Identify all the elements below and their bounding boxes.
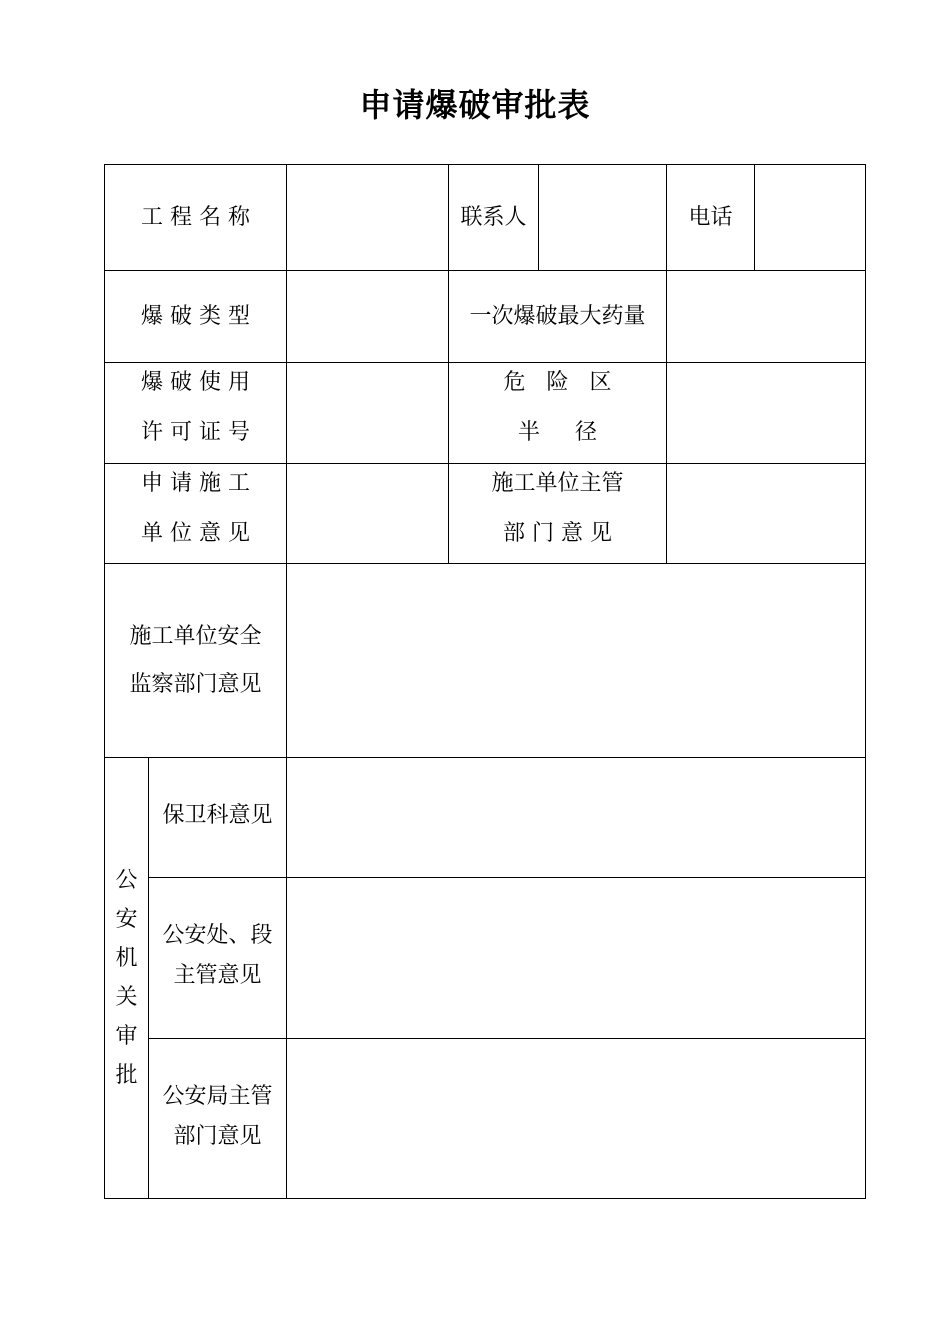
danger-radius-field[interactable] xyxy=(667,363,865,463)
radius-label-line1: 危 险 区 xyxy=(503,370,612,395)
danger-radius-label xyxy=(449,358,666,458)
blast-type-label xyxy=(105,271,286,362)
table-border-bottom xyxy=(104,1198,866,1199)
phone-label xyxy=(667,165,754,270)
table-border-right xyxy=(865,164,866,1199)
contact-label xyxy=(449,165,538,270)
public-security-opinion-label xyxy=(149,1039,286,1194)
dept-label-line1: 施工单位主管 xyxy=(491,471,624,496)
group-char: 审 xyxy=(115,1023,138,1049)
security-section-label-text: 保卫科意见 xyxy=(162,802,273,828)
applicant-opinion-field[interactable] xyxy=(287,464,448,563)
police-approval-group-label xyxy=(105,758,148,1198)
public-security-label-line1: 公安局主管 xyxy=(162,1083,273,1109)
blast-type-field[interactable] xyxy=(287,271,448,362)
project-name-label xyxy=(105,165,286,270)
safety-opinion-field[interactable] xyxy=(287,564,865,757)
permit-number-label xyxy=(105,358,286,458)
page-title: 申请爆破审批表 xyxy=(359,86,591,124)
group-char: 批 xyxy=(115,1062,138,1088)
permit-label-line1: 爆 破 使 用 xyxy=(141,370,250,395)
security-section-field[interactable] xyxy=(287,758,865,877)
radius-label-line2: 半 径 xyxy=(518,420,597,445)
bureau-office-label-line1: 公安处、段 xyxy=(162,922,273,948)
phone-field[interactable] xyxy=(755,165,865,270)
applicant-opinion-label xyxy=(105,459,286,559)
permit-label-line2: 许 可 证 号 xyxy=(141,420,250,445)
bureau-office-opinion-field[interactable] xyxy=(287,878,865,1038)
max-charge-label-text: 一次爆破最大药量 xyxy=(469,303,646,329)
project-name-label-text: 工 程 名 称 xyxy=(141,204,250,230)
max-charge-field[interactable] xyxy=(667,271,865,362)
blast-type-label-text: 爆 破 类 型 xyxy=(141,303,250,329)
bureau-office-label-line2: 主管意见 xyxy=(173,962,262,988)
contact-label-text: 联系人 xyxy=(460,204,527,230)
permit-number-field[interactable] xyxy=(287,363,448,463)
project-name-field[interactable] xyxy=(287,165,448,270)
applicant-label-line1: 申 请 施 工 xyxy=(141,471,250,496)
safety-label-line1: 施工单位安全 xyxy=(129,623,262,649)
group-char: 安 xyxy=(115,906,138,932)
group-char: 机 xyxy=(115,945,138,971)
applicant-label-line2: 单 位 意 见 xyxy=(141,521,250,546)
dept-opinion-field[interactable] xyxy=(667,464,865,563)
group-char: 关 xyxy=(115,984,138,1010)
phone-label-text: 电话 xyxy=(688,204,733,230)
public-security-opinion-field[interactable] xyxy=(287,1039,865,1198)
dept-opinion-label xyxy=(449,459,666,559)
public-security-label-line2: 部门意见 xyxy=(173,1123,262,1149)
safety-label-line2: 监察部门意见 xyxy=(129,671,262,697)
dept-label-line2: 部 门 意 见 xyxy=(503,521,612,546)
security-section-label xyxy=(149,758,286,873)
safety-opinion-label xyxy=(105,564,286,757)
group-char: 公 xyxy=(115,867,138,893)
max-charge-label xyxy=(449,271,666,362)
contact-field[interactable] xyxy=(539,165,666,270)
bureau-office-opinion-label xyxy=(149,878,286,1033)
